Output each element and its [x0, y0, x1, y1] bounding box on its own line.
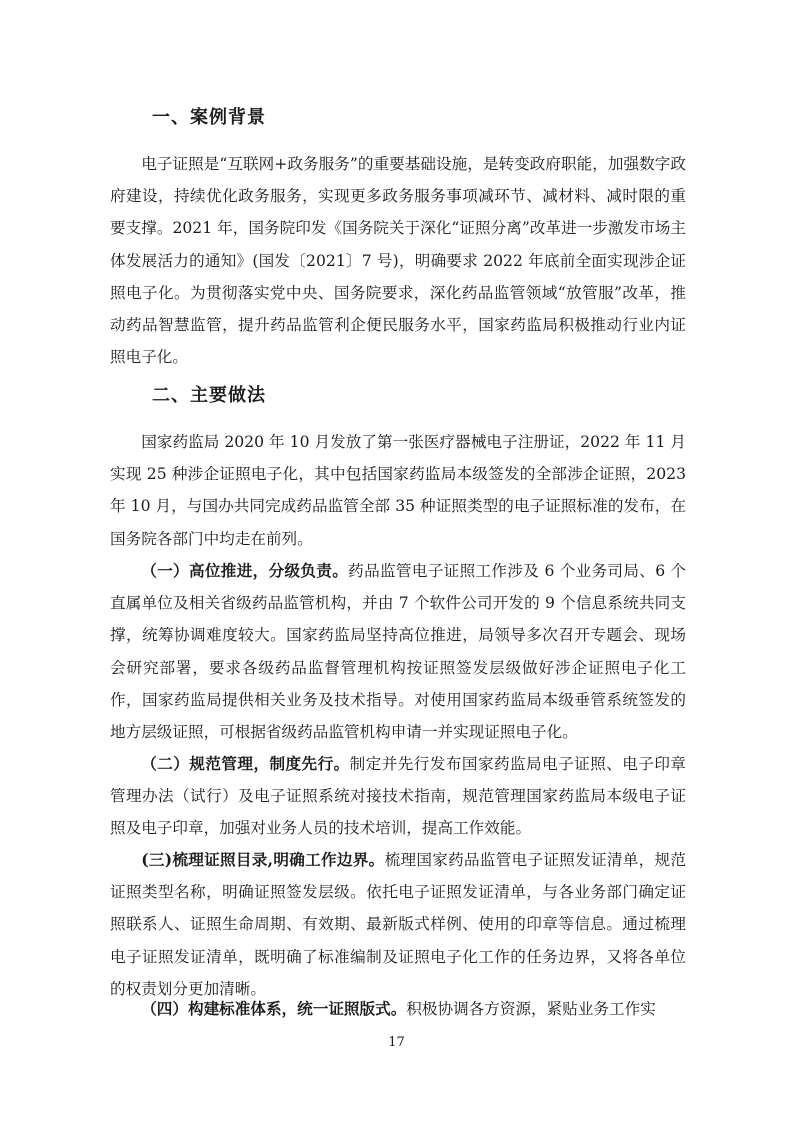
paragraph-lead: (三)梳理证照目录,明确工作边界。 — [141, 850, 385, 869]
page-number: 17 — [388, 1035, 405, 1050]
paragraph-body: 积极协调各方资源，紧贴业务工作实 — [406, 1000, 656, 1018]
section-heading-practices: 二、主要做法 — [152, 385, 266, 406]
paragraph — [110, 426, 686, 555]
paragraph-body: 国家药监局 2020 年 10 月发放了第一张医疗器械电子注册证，2022 年 11 月实现 25 种涉企证照电子化，其中包括国家药监局本级签发的全部涉企证照，2023 年 10 月，与国办共同完成药品监管全部 35 种证照类型的电子证照标准的发布，在国务院各部门中均走在前列。 — [110, 433, 686, 548]
paragraph — [110, 748, 686, 845]
paragraph — [110, 148, 686, 373]
paragraph-body: 梳理国家药品监管电子证照发证清单，规范证照类型名称，明确证照签发层级。依托电子证照发证清单，与各业务部门确定证照联系人、证照生命周期、有效期、最新版式样例、使用的印章等信息。通过梳理电子证照发证清单，既明确了标准编制及证照电子化工作的任务边界，又将各单位的权责划分更加清晰。 — [110, 851, 686, 998]
paragraph-lead: （四）构建标准体系，统一证照版式。 — [141, 999, 407, 1018]
paragraph — [110, 844, 686, 1005]
paragraph-body: 制定并先行发布国家药监局电子证照、电子印章管理办法（试行）及电子证照系统对接技术指南，规范管理国家药监局本级电子证照及电子印章，加强对业务人员的技术培训，提高工作效能。 — [110, 755, 686, 838]
paragraph — [110, 555, 686, 748]
paragraph-body: 药品监管电子证照工作涉及 6 个业务司局、6 个直属单位及相关省级药品监管机构，并由 7 个软件公司开发的 9 个信息系统共同支撑，统筹协调难度较大。国家药监局坚持高位推进，局领导多次召开专题会、现场会研究部署，要求各级药品监督管理机构按证照签发层级做好涉企证照电子化工作，国家药监局提供相关业务及技术指导。对使用国家药监局本级垂管系统签发的地方层级证照，可根据省级药品监管机构申请一并实现证照电子化。 — [110, 562, 686, 742]
paragraph — [110, 993, 686, 1027]
section-heading-background: 一、案例背景 — [152, 107, 266, 128]
paragraph-lead: （一）高位推进，分级负责。 — [141, 561, 349, 580]
paragraph-lead: （二）规范管理，制度先行。 — [141, 754, 350, 773]
paragraph-body: 电子证照是“互联网+政务服务”的重要基础设施，是转变政府职能，加强数字政府建设，持续优化政务服务，实现更多政务服务事项减环节、减材料、减时限的重要支撑。2021 年，国务院印发《国务院关于深化“证照分离”改革进一步激发市场主体发展活力的通知》(国发〔2021〕7 号)，明确要求 2022 年底前全面实现涉企证照电子化。为贯彻落实党中央、国务院要求，深化药品监管领域“放管服”改革，推动药品智慧监管，提升药品监管利企便民服务水平，国家药监局积极推动行业内证照电子化。 — [110, 155, 686, 367]
